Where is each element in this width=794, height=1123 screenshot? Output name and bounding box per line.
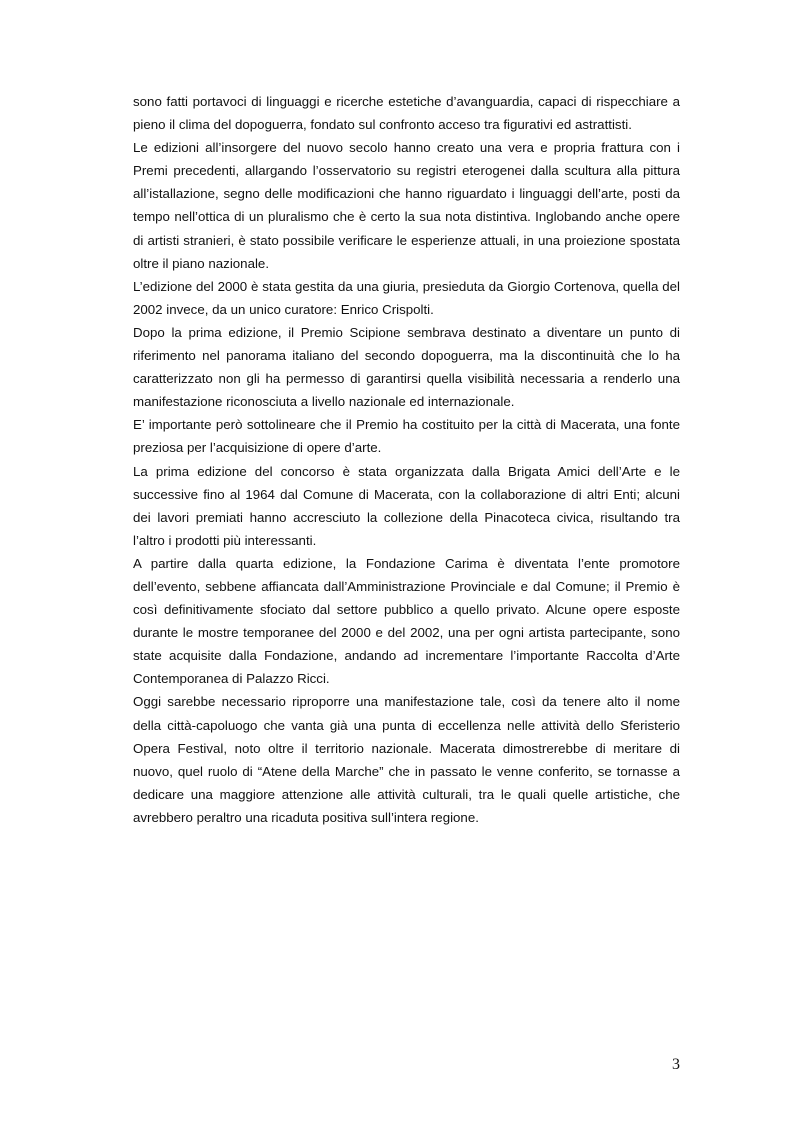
text-line: della città-capoluogo che vanta già una punta di eccellenza nelle attività dello Sferisterio	[133, 717, 680, 733]
page-number: 3	[672, 1056, 680, 1073]
text-line: dei lavori premiati hanno accresciuto la collezione della Pinacoteca civica, risultando tra	[133, 509, 680, 525]
text-line: Oggi sarebbe necessario riproporre una manifestazione tale, così da tenere alto il nome	[133, 694, 680, 710]
text-line: così definitivamente sfociato dal settore pubblico a quello privato. Alcune opere esposte	[133, 602, 680, 618]
paragraph	[133, 321, 680, 413]
text-line: L’edizione del 2000 è stata gestita da una giuria, presieduta da Giorgio Cortenova, quella del	[133, 278, 680, 294]
text-line: successive fino al 1964 dal Comune di Macerata, con la collaborazione di altri Enti; alcuni	[133, 486, 680, 502]
body-text	[133, 90, 680, 829]
text-line: pieno il clima del dopoguerra, fondato sul confronto acceso tra figurativi ed astrattisti.	[133, 117, 632, 133]
text-line: all’istallazione, segno delle modificazioni che hanno riguardato i linguaggi dell’arte, posti da	[133, 186, 680, 202]
paragraph	[133, 690, 680, 829]
text-line: l’altro i prodotti più interessanti.	[133, 532, 317, 548]
text-line: Dopo la prima edizione, il Premio Scipione sembrava destinato a diventare un punto di	[133, 324, 680, 340]
text-line: riferimento nel panorama italiano del secondo dopoguerra, ma la discontinuità che lo ha	[133, 348, 680, 364]
text-line: manifestazione riconosciuta a livello nazionale ed internazionale.	[133, 394, 515, 410]
text-line: dedicare una maggiore attenzione alle attività culturali, tra le quali quelle artistiche, che	[133, 786, 680, 802]
text-line: Contemporanea di Palazzo Ricci.	[133, 671, 330, 687]
text-line: A partire dalla quarta edizione, la Fondazione Carima è diventata l’ente promotore	[133, 555, 680, 571]
paragraph	[133, 136, 680, 275]
text-line: oltre il piano nazionale.	[133, 255, 270, 271]
text-line: dell’evento, sebbene affiancata dall’Amministrazione Provinciale e dal Comune; il Premio è	[133, 578, 680, 594]
paragraph	[133, 275, 680, 321]
text-line: sono fatti portavoci di linguaggi e ricerche estetiche d’avanguardia, capaci di rispecchiare a	[133, 94, 680, 109]
paragraph	[133, 552, 680, 691]
text-line: caratterizzato non gli ha permesso di garantirsi quella visibilità necessaria a renderlo una	[133, 371, 680, 387]
text-line: avrebbero peraltro una ricaduta positiva sull’intera regione.	[133, 809, 479, 825]
text-line: state acquisite dalla Fondazione, andando ad incrementare l’importante Raccolta d’Arte	[133, 648, 680, 664]
text-line: tempo nell’ottica di un pluralismo che è certo la sua nota distintiva. Inglobando anche opere	[133, 209, 680, 225]
text-line: Premi precedenti, allargando l’osservatorio su registri eterogenei dalla scultura alla pittura	[133, 163, 680, 179]
text-line: di artisti stranieri, è stato possibile verificare le esperienze attuali, in una proiezione spostata	[133, 232, 680, 248]
text-line: Le edizioni all’insorgere del nuovo secolo hanno creato una vera e propria frattura con i	[133, 140, 680, 156]
text-line: Opera Festival, noto oltre il territorio nazionale. Macerata dimostrerebbe di meritare di	[133, 740, 680, 756]
paragraph	[133, 413, 680, 459]
text-line: E’ importante però sottolineare che il Premio ha costituito per la città di Macerata, una fonte	[133, 417, 680, 433]
paragraph	[133, 460, 680, 552]
text-line: durante le mostre temporanee del 2000 e del 2002, una per ogni artista partecipante, sono	[133, 625, 680, 641]
text-line: preziosa per l’acquisizione di opere d’arte.	[133, 440, 382, 456]
text-line: 2002 invece, da un unico curatore: Enrico Crispolti.	[133, 301, 434, 317]
text-line: La prima edizione del concorso è stata organizzata dalla Brigata Amici dell’Arte e le	[133, 463, 680, 479]
paragraph	[133, 90, 680, 136]
text-line: nuovo, quel ruolo di “Atene della Marche” che in passato le venne conferito, se tornasse a	[133, 763, 680, 779]
